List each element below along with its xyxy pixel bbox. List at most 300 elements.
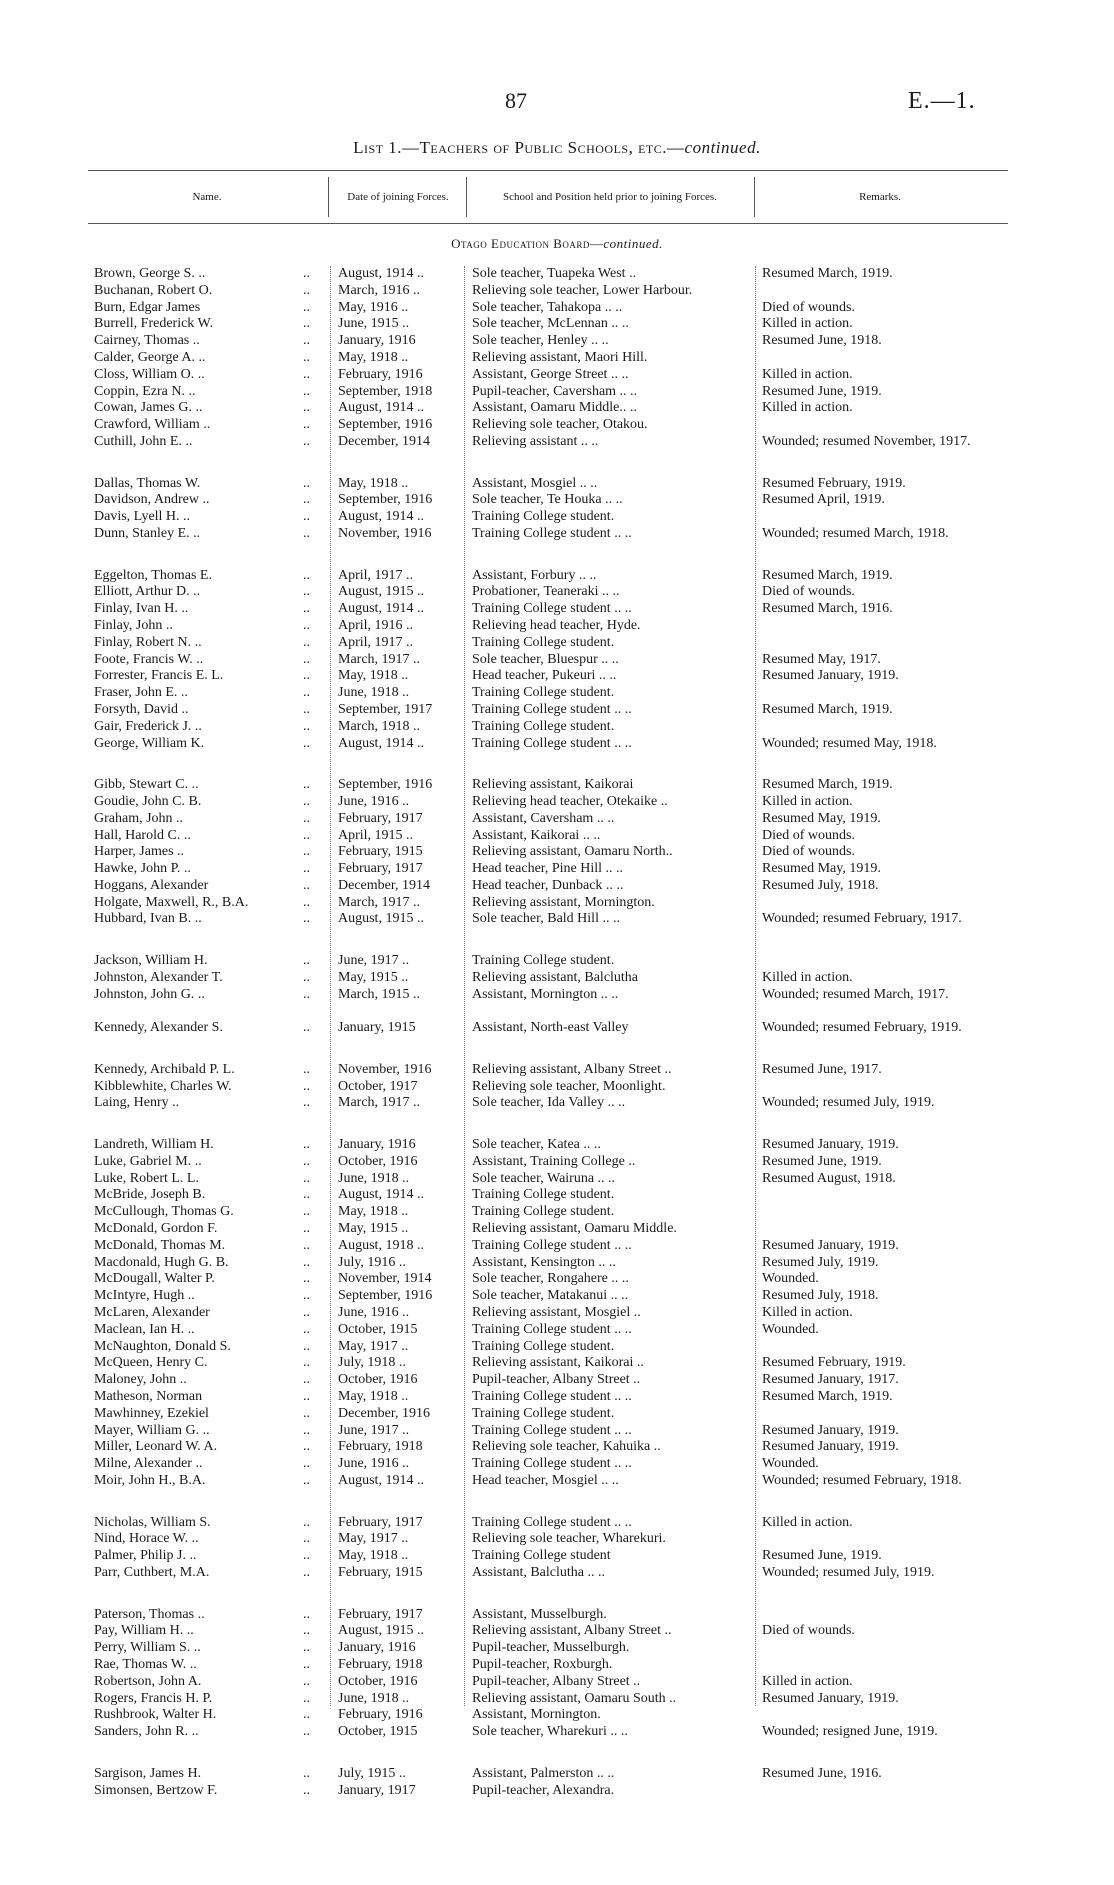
prior-school-position: Pupil-teacher, Caversham .. .. <box>472 383 638 399</box>
table-row <box>0 1674 1114 1691</box>
prior-school-position: Relieving assistant .. .. <box>472 433 599 449</box>
prior-school-position: Assistant, Mornington. <box>472 1707 601 1723</box>
teacher-name: Moir, John H., B.A. <box>94 1472 206 1488</box>
remarks: Resumed July, 1918. <box>762 1288 879 1304</box>
teacher-name: Davis, Lyell H. .. <box>94 509 191 525</box>
name-leader-dots: .. <box>303 877 310 893</box>
name-leader-dots: .. <box>303 1355 310 1371</box>
date-joined: January, 1917 <box>338 1782 416 1798</box>
teacher-name: McDougall, Walter P. <box>94 1271 215 1287</box>
date-joined: May, 1918 .. <box>338 1204 409 1220</box>
prior-school-position: Relieving assistant, Albany Street .. <box>472 1623 672 1639</box>
date-joined: August, 1914 .. <box>338 735 424 751</box>
date-joined: May, 1917 .. <box>338 1338 409 1354</box>
prior-school-position: Relieving assistant, Maori Hill. <box>472 349 648 365</box>
date-joined: February, 1916 <box>338 1707 423 1723</box>
teacher-name: Nicholas, William S. <box>94 1514 211 1530</box>
remarks: Resumed March, 1919. <box>762 701 893 717</box>
teacher-name: Simonsen, Bertzow F. <box>94 1782 218 1798</box>
name-leader-dots: .. <box>303 1439 310 1455</box>
remarks: Wounded. <box>762 1321 819 1337</box>
prior-school-position: Training College student. <box>472 509 615 525</box>
name-leader-dots: .. <box>303 400 310 416</box>
table-row <box>0 1548 1114 1565</box>
teacher-name: Hubbard, Ivan B. .. <box>94 911 202 927</box>
teacher-name: Mayer, William G. .. <box>94 1422 210 1438</box>
table-row <box>0 1255 1114 1272</box>
date-joined: July, 1916 .. <box>338 1254 406 1270</box>
board-title-continued: continued. <box>603 236 663 251</box>
table-row <box>0 811 1114 828</box>
header-remarks: Remarks. <box>859 191 901 203</box>
prior-school-position: Training College student .. .. <box>472 1237 632 1253</box>
teacher-name: McCullough, Thomas G. <box>94 1204 234 1220</box>
table-row <box>0 1783 1114 1800</box>
date-joined: December, 1914 <box>338 877 430 893</box>
table-row <box>0 1691 1114 1708</box>
name-leader-dots: .. <box>303 1389 310 1404</box>
name-leader-dots: .. <box>303 1271 310 1287</box>
name-leader-dots: .. <box>303 861 310 877</box>
teacher-name: Hawke, John P. .. <box>94 861 191 877</box>
table-row <box>0 1187 1114 1204</box>
teacher-name: McNaughton, Donald S. <box>94 1338 231 1354</box>
prior-school-position: Assistant, Palmerston .. .. <box>472 1765 615 1781</box>
remarks: Killed in action. <box>762 366 853 382</box>
prior-school-position: Training College student <box>472 1548 611 1564</box>
remarks: Killed in action. <box>762 400 853 416</box>
remarks: Killed in action. <box>762 316 853 332</box>
teacher-name: Paterson, Thomas .. <box>94 1606 205 1622</box>
date-joined: September, 1917 <box>338 701 433 717</box>
table-row <box>0 777 1114 794</box>
teacher-name: Palmer, Philip J. .. <box>94 1548 197 1564</box>
remarks: Resumed June, 1917. <box>762 1061 882 1077</box>
table-row <box>0 1406 1114 1423</box>
remarks: Resumed January, 1919. <box>762 1422 899 1438</box>
table-row <box>0 1565 1114 1599</box>
remarks: Wounded; resumed May, 1918. <box>762 735 937 751</box>
table-row <box>0 367 1114 384</box>
prior-school-position: Assistant, Forbury .. .. <box>472 567 597 583</box>
name-leader-dots: .. <box>303 1078 310 1094</box>
name-leader-dots: .. <box>303 1221 310 1237</box>
remarks: Killed in action. <box>762 1305 853 1321</box>
teacher-name: Rushbrook, Walter H. <box>94 1707 217 1723</box>
date-joined: May, 1917 .. <box>338 1531 409 1547</box>
remarks: Killed in action. <box>762 793 853 809</box>
date-joined: June, 1916 .. <box>338 1456 410 1472</box>
table-row <box>0 266 1114 283</box>
prior-school-position: Sole teacher, McLennan .. .. <box>472 316 629 332</box>
teacher-name: Kibblewhite, Charles W. <box>94 1078 232 1094</box>
prior-school-position: Sole teacher, Tahakopa .. .. <box>472 299 623 315</box>
remarks: Resumed January, 1917. <box>762 1372 899 1388</box>
prior-school-position: Head teacher, Pukeuri .. .. <box>472 668 617 684</box>
name-leader-dots: .. <box>303 1237 310 1253</box>
date-joined: April, 1916 .. <box>338 617 414 633</box>
name-leader-dots: .. <box>303 810 310 826</box>
teacher-name: Eggelton, Thomas E. <box>94 567 212 583</box>
name-leader-dots: .. <box>303 1564 310 1580</box>
remarks: Wounded; resumed February, 1917. <box>762 911 962 927</box>
teacher-name: Pay, William H. .. <box>94 1623 194 1639</box>
teacher-name: Elliott, Arthur D. .. <box>94 584 201 600</box>
remarks: Died of wounds. <box>762 299 855 315</box>
prior-school-position: Relieving assistant, Mosgiel .. <box>472 1305 641 1321</box>
teacher-name: Dunn, Stanley E. .. <box>94 525 201 541</box>
table-row <box>0 844 1114 861</box>
name-leader-dots: .. <box>303 969 310 985</box>
name-leader-dots: .. <box>303 1531 310 1547</box>
prior-school-position: Pupil-teacher, Alexandra. <box>472 1782 615 1798</box>
date-joined: March, 1918 .. <box>338 718 421 734</box>
prior-school-position: Assistant, Kaikorai .. .. <box>472 827 601 843</box>
date-joined: November, 1914 <box>338 1271 432 1287</box>
table-row <box>0 316 1114 333</box>
name-leader-dots: .. <box>303 1020 310 1036</box>
teacher-name: Forrester, Francis E. L. <box>94 668 224 684</box>
date-joined: June, 1917 .. <box>338 953 410 969</box>
date-joined: March, 1917 .. <box>338 894 421 910</box>
header-separator <box>466 177 467 217</box>
table-row <box>0 584 1114 601</box>
table-row <box>0 1355 1114 1372</box>
prior-school-position: Training College student .. .. <box>472 601 632 617</box>
teacher-name: Dallas, Thomas W. <box>94 475 201 491</box>
teacher-name: Johnston, Alexander T. <box>94 969 223 985</box>
table-row <box>0 618 1114 635</box>
teacher-name: Laing, Henry .. <box>94 1095 180 1111</box>
date-joined: August, 1914 .. <box>338 266 424 281</box>
date-joined: May, 1918 .. <box>338 1389 409 1404</box>
remarks: Wounded; resumed November, 1917. <box>762 433 971 449</box>
teacher-name: Hoggans, Alexander <box>94 877 209 893</box>
name-leader-dots: .. <box>303 1656 310 1672</box>
remarks: Resumed June, 1919. <box>762 1548 882 1564</box>
date-joined: October, 1915 <box>338 1724 418 1740</box>
prior-school-position: Relieving assistant, Balclutha <box>472 969 639 985</box>
date-joined: September, 1918 <box>338 383 433 399</box>
remarks: Resumed June, 1916. <box>762 1765 882 1781</box>
teacher-name: Davidson, Andrew .. <box>94 492 210 508</box>
name-leader-dots: .. <box>303 1673 310 1689</box>
name-leader-dots: .. <box>303 282 310 298</box>
date-joined: July, 1918 .. <box>338 1355 406 1371</box>
teacher-name: Holgate, Maxwell, R., B.A. <box>94 894 249 910</box>
remarks: Resumed March, 1919. <box>762 777 893 793</box>
teacher-name: Finlay, Robert N. .. <box>94 634 202 650</box>
remarks: Resumed May, 1917. <box>762 651 881 667</box>
prior-school-position: Probationer, Teaneraki .. .. <box>472 584 620 600</box>
teacher-name: Maclean, Ian H. .. <box>94 1321 195 1337</box>
remarks: Resumed May, 1919. <box>762 810 881 826</box>
remarks: Wounded; resumed March, 1917. <box>762 986 949 1002</box>
teacher-name: Gair, Frederick J. .. <box>94 718 202 734</box>
prior-school-position: Pupil-teacher, Albany Street .. <box>472 1673 641 1689</box>
prior-school-position: Training College student. <box>472 1187 615 1203</box>
table-row <box>0 953 1114 970</box>
name-leader-dots: .. <box>303 383 310 399</box>
teacher-name: Finlay, Ivan H. .. <box>94 601 189 617</box>
table-row <box>0 1154 1114 1171</box>
name-leader-dots: .. <box>303 617 310 633</box>
name-leader-dots: .. <box>303 1640 310 1656</box>
table-row <box>0 719 1114 736</box>
prior-school-position: Training College student .. .. <box>472 701 632 717</box>
remarks: Wounded; resumed March, 1918. <box>762 525 949 541</box>
date-joined: August, 1915 .. <box>338 911 424 927</box>
name-leader-dots: .. <box>303 567 310 583</box>
remarks: Resumed August, 1918. <box>762 1170 896 1186</box>
name-leader-dots: .. <box>303 634 310 650</box>
table-row <box>0 1607 1114 1624</box>
table-row <box>0 1724 1114 1758</box>
remarks: Wounded. <box>762 1456 819 1472</box>
table-row <box>0 434 1114 468</box>
prior-school-position: Training College student .. .. <box>472 1321 632 1337</box>
teacher-name: Landreth, William H. <box>94 1137 214 1153</box>
teacher-name: George, William K. <box>94 735 205 751</box>
name-leader-dots: .. <box>303 827 310 843</box>
teacher-name: McIntyre, Hugh .. <box>94 1288 195 1304</box>
prior-school-position: Sole teacher, Wharekuri .. .. <box>472 1724 628 1740</box>
prior-school-position: Training College student. <box>472 1204 615 1220</box>
remarks: Resumed April, 1919. <box>762 492 885 508</box>
prior-school-position: Assistant, Training College .. <box>472 1153 636 1169</box>
prior-school-position: Assistant, Caversham .. .. <box>472 810 615 826</box>
name-leader-dots: .. <box>303 651 310 667</box>
teacher-name: Buchanan, Robert O. <box>94 282 213 298</box>
table-row <box>0 1439 1114 1456</box>
remarks: Wounded; resumed February, 1919. <box>762 1020 962 1036</box>
remarks: Resumed January, 1919. <box>762 1690 899 1706</box>
teacher-name: Maloney, John .. <box>94 1372 187 1388</box>
remarks: Resumed January, 1919. <box>762 668 899 684</box>
table-row <box>0 1766 1114 1783</box>
remarks: Wounded; resigned June, 1919. <box>762 1724 938 1740</box>
date-joined: September, 1916 <box>338 1288 433 1304</box>
table-row <box>0 283 1114 300</box>
teacher-name: Kennedy, Archibald P. L. <box>94 1061 235 1077</box>
name-leader-dots: .. <box>303 1254 310 1270</box>
date-joined: August, 1914 .. <box>338 1472 424 1488</box>
prior-school-position: Training College student .. .. <box>472 1514 632 1530</box>
remarks: Died of wounds. <box>762 827 855 843</box>
table-row <box>0 1062 1114 1079</box>
date-joined: June, 1918 .. <box>338 685 410 701</box>
name-leader-dots: .. <box>303 1288 310 1304</box>
table-row <box>0 417 1114 434</box>
name-leader-dots: .. <box>303 475 310 491</box>
table-row <box>0 878 1114 895</box>
prior-school-position: Assistant, Oamaru Middle.. .. <box>472 400 637 416</box>
name-leader-dots: .. <box>303 492 310 508</box>
header-date: Date of joining Forces. <box>347 191 449 203</box>
date-joined: August, 1918 .. <box>338 1237 424 1253</box>
date-joined: February, 1917 <box>338 861 423 877</box>
prior-school-position: Training College student .. .. <box>472 1422 632 1438</box>
remarks: Killed in action. <box>762 969 853 985</box>
teacher-name: Mawhinney, Ezekiel <box>94 1405 209 1421</box>
prior-school-position: Assistant, George Street .. .. <box>472 366 629 382</box>
table-row <box>0 1095 1114 1129</box>
prior-school-position: Training College student. <box>472 634 615 650</box>
remarks: Resumed January, 1919. <box>762 1137 899 1153</box>
table-row <box>0 911 1114 945</box>
date-joined: May, 1915 .. <box>338 969 409 985</box>
date-joined: October, 1915 <box>338 1321 418 1337</box>
remarks: Resumed March, 1919. <box>762 1389 893 1404</box>
prior-school-position: Assistant, North-east Valley <box>472 1020 629 1036</box>
table-row <box>0 1271 1114 1288</box>
table-row <box>0 1623 1114 1640</box>
name-leader-dots: .. <box>303 777 310 793</box>
name-leader-dots: .. <box>303 299 310 315</box>
remarks: Died of wounds. <box>762 584 855 600</box>
name-leader-dots: .. <box>303 1514 310 1530</box>
prior-school-position: Relieving assistant, Albany Street .. <box>472 1061 672 1077</box>
date-joined: February, 1917 <box>338 1514 423 1530</box>
board-title-text: Otago Education Board— <box>451 236 604 251</box>
table-row <box>0 685 1114 702</box>
header-school: School and Position held prior to joining Forces. <box>503 191 717 203</box>
list-title-suffix: continued. <box>684 138 761 157</box>
teacher-name: Cowan, James G. .. <box>94 400 203 416</box>
prior-school-position: Sole teacher, Henley .. .. <box>472 333 609 349</box>
teacher-name: Cairney, Thomas .. <box>94 333 200 349</box>
date-joined: June, 1918 .. <box>338 1170 410 1186</box>
date-joined: February, 1915 <box>338 844 423 860</box>
prior-school-position: Assistant, Mornington .. .. <box>472 986 619 1002</box>
date-joined: August, 1914 .. <box>338 509 424 525</box>
prior-school-position: Assistant, Musselburgh. <box>472 1606 607 1622</box>
table-row <box>0 1137 1114 1154</box>
teacher-name: Matheson, Norman <box>94 1389 203 1404</box>
name-leader-dots: .. <box>303 668 310 684</box>
name-leader-dots: .. <box>303 584 310 600</box>
table-row <box>0 476 1114 493</box>
name-leader-dots: .. <box>303 509 310 525</box>
name-leader-dots: .. <box>303 1707 310 1723</box>
table-row <box>0 1288 1114 1305</box>
remarks: Wounded. <box>762 1271 819 1287</box>
date-joined: April, 1915 .. <box>338 827 414 843</box>
remarks: Resumed June, 1919. <box>762 1153 882 1169</box>
prior-school-position: Relieving sole teacher, Kahuika .. <box>472 1439 661 1455</box>
table-row <box>0 1531 1114 1548</box>
name-leader-dots: .. <box>303 1623 310 1639</box>
date-joined: August, 1915 .. <box>338 584 424 600</box>
teacher-name: Sanders, John R. .. <box>94 1724 199 1740</box>
name-leader-dots: .. <box>303 1153 310 1169</box>
teacher-name: Crawford, William .. <box>94 417 211 433</box>
table-row <box>0 987 1114 1021</box>
teacher-name: Parr, Cuthbert, M.A. <box>94 1564 210 1580</box>
table-row <box>0 702 1114 719</box>
date-joined: March, 1917 .. <box>338 651 421 667</box>
date-joined: December, 1914 <box>338 433 430 449</box>
list-title-prefix: List 1.—Teachers of Public Schools, etc.— <box>353 138 685 157</box>
date-joined: February, 1918 <box>338 1656 423 1672</box>
date-joined: March, 1916 .. <box>338 282 421 298</box>
table-row <box>0 668 1114 685</box>
prior-school-position: Head teacher, Pine Hill .. .. <box>472 861 624 877</box>
name-leader-dots: .. <box>303 525 310 541</box>
teacher-name: Brown, George S. .. <box>94 266 206 281</box>
remarks: Killed in action. <box>762 1514 853 1530</box>
name-leader-dots: .. <box>303 1606 310 1622</box>
teacher-name: Kennedy, Alexander S. <box>94 1020 223 1036</box>
teacher-name: Gibb, Stewart C. .. <box>94 777 199 793</box>
table-row <box>0 384 1114 401</box>
name-leader-dots: .. <box>303 701 310 717</box>
name-leader-dots: .. <box>303 1765 310 1781</box>
name-leader-dots: .. <box>303 1782 310 1798</box>
teacher-name: Jackson, William H. <box>94 953 208 969</box>
remarks: Resumed February, 1919. <box>762 475 906 491</box>
teacher-rows <box>0 266 1114 1799</box>
teacher-name: Robertson, John A. <box>94 1673 202 1689</box>
name-leader-dots: .. <box>303 1405 310 1421</box>
date-joined: May, 1918 .. <box>338 1548 409 1564</box>
prior-school-position: Relieving assistant, Kaikorai <box>472 777 634 793</box>
prior-school-position: Assistant, Balclutha .. .. <box>472 1564 605 1580</box>
teacher-name: Cuthill, John E. .. <box>94 433 193 449</box>
name-leader-dots: .. <box>303 894 310 910</box>
name-leader-dots: .. <box>303 844 310 860</box>
teacher-name: Calder, George A. .. <box>94 349 206 365</box>
prior-school-position: Relieving sole teacher, Wharekuri. <box>472 1531 666 1547</box>
date-joined: April, 1917 .. <box>338 634 414 650</box>
name-leader-dots: .. <box>303 1187 310 1203</box>
table-row <box>0 1515 1114 1532</box>
date-joined: October, 1916 <box>338 1372 418 1388</box>
date-joined: June, 1917 .. <box>338 1422 410 1438</box>
date-joined: October, 1917 <box>338 1078 418 1094</box>
teacher-name: Burn, Edgar James <box>94 299 201 315</box>
date-joined: April, 1917 .. <box>338 567 414 583</box>
name-leader-dots: .. <box>303 1338 310 1354</box>
prior-school-position: Training College student. <box>472 1405 615 1421</box>
prior-school-position: Relieving head teacher, Hyde. <box>472 617 641 633</box>
date-joined: November, 1916 <box>338 1061 432 1077</box>
teacher-name: Rae, Thomas W. .. <box>94 1656 197 1672</box>
name-leader-dots: .. <box>303 1137 310 1153</box>
board-title <box>0 236 1114 252</box>
table-row <box>0 1423 1114 1440</box>
date-joined: February, 1917 <box>338 810 423 826</box>
table-row <box>0 1640 1114 1657</box>
date-joined: June, 1915 .. <box>338 316 410 332</box>
prior-school-position: Training College student. <box>472 718 615 734</box>
teacher-name: Miller, Leonard W. A. <box>94 1439 218 1455</box>
name-leader-dots: .. <box>303 1690 310 1706</box>
date-joined: December, 1916 <box>338 1405 430 1421</box>
teacher-name: Perry, William S. .. <box>94 1640 201 1656</box>
remarks: Killed in action. <box>762 1673 853 1689</box>
header-separator <box>328 177 329 217</box>
header-separator <box>754 177 755 217</box>
teacher-name: Coppin, Ezra N. .. <box>94 383 196 399</box>
prior-school-position: Relieving assistant, Oamaru South .. <box>472 1690 677 1706</box>
remarks: Resumed July, 1919. <box>762 1254 879 1270</box>
table-row <box>0 333 1114 350</box>
teacher-name: McBride, Joseph B. <box>94 1187 206 1203</box>
prior-school-position: Sole teacher, Bald Hill .. .. <box>472 911 620 927</box>
date-joined: August, 1914 .. <box>338 400 424 416</box>
name-leader-dots: .. <box>303 1305 310 1321</box>
